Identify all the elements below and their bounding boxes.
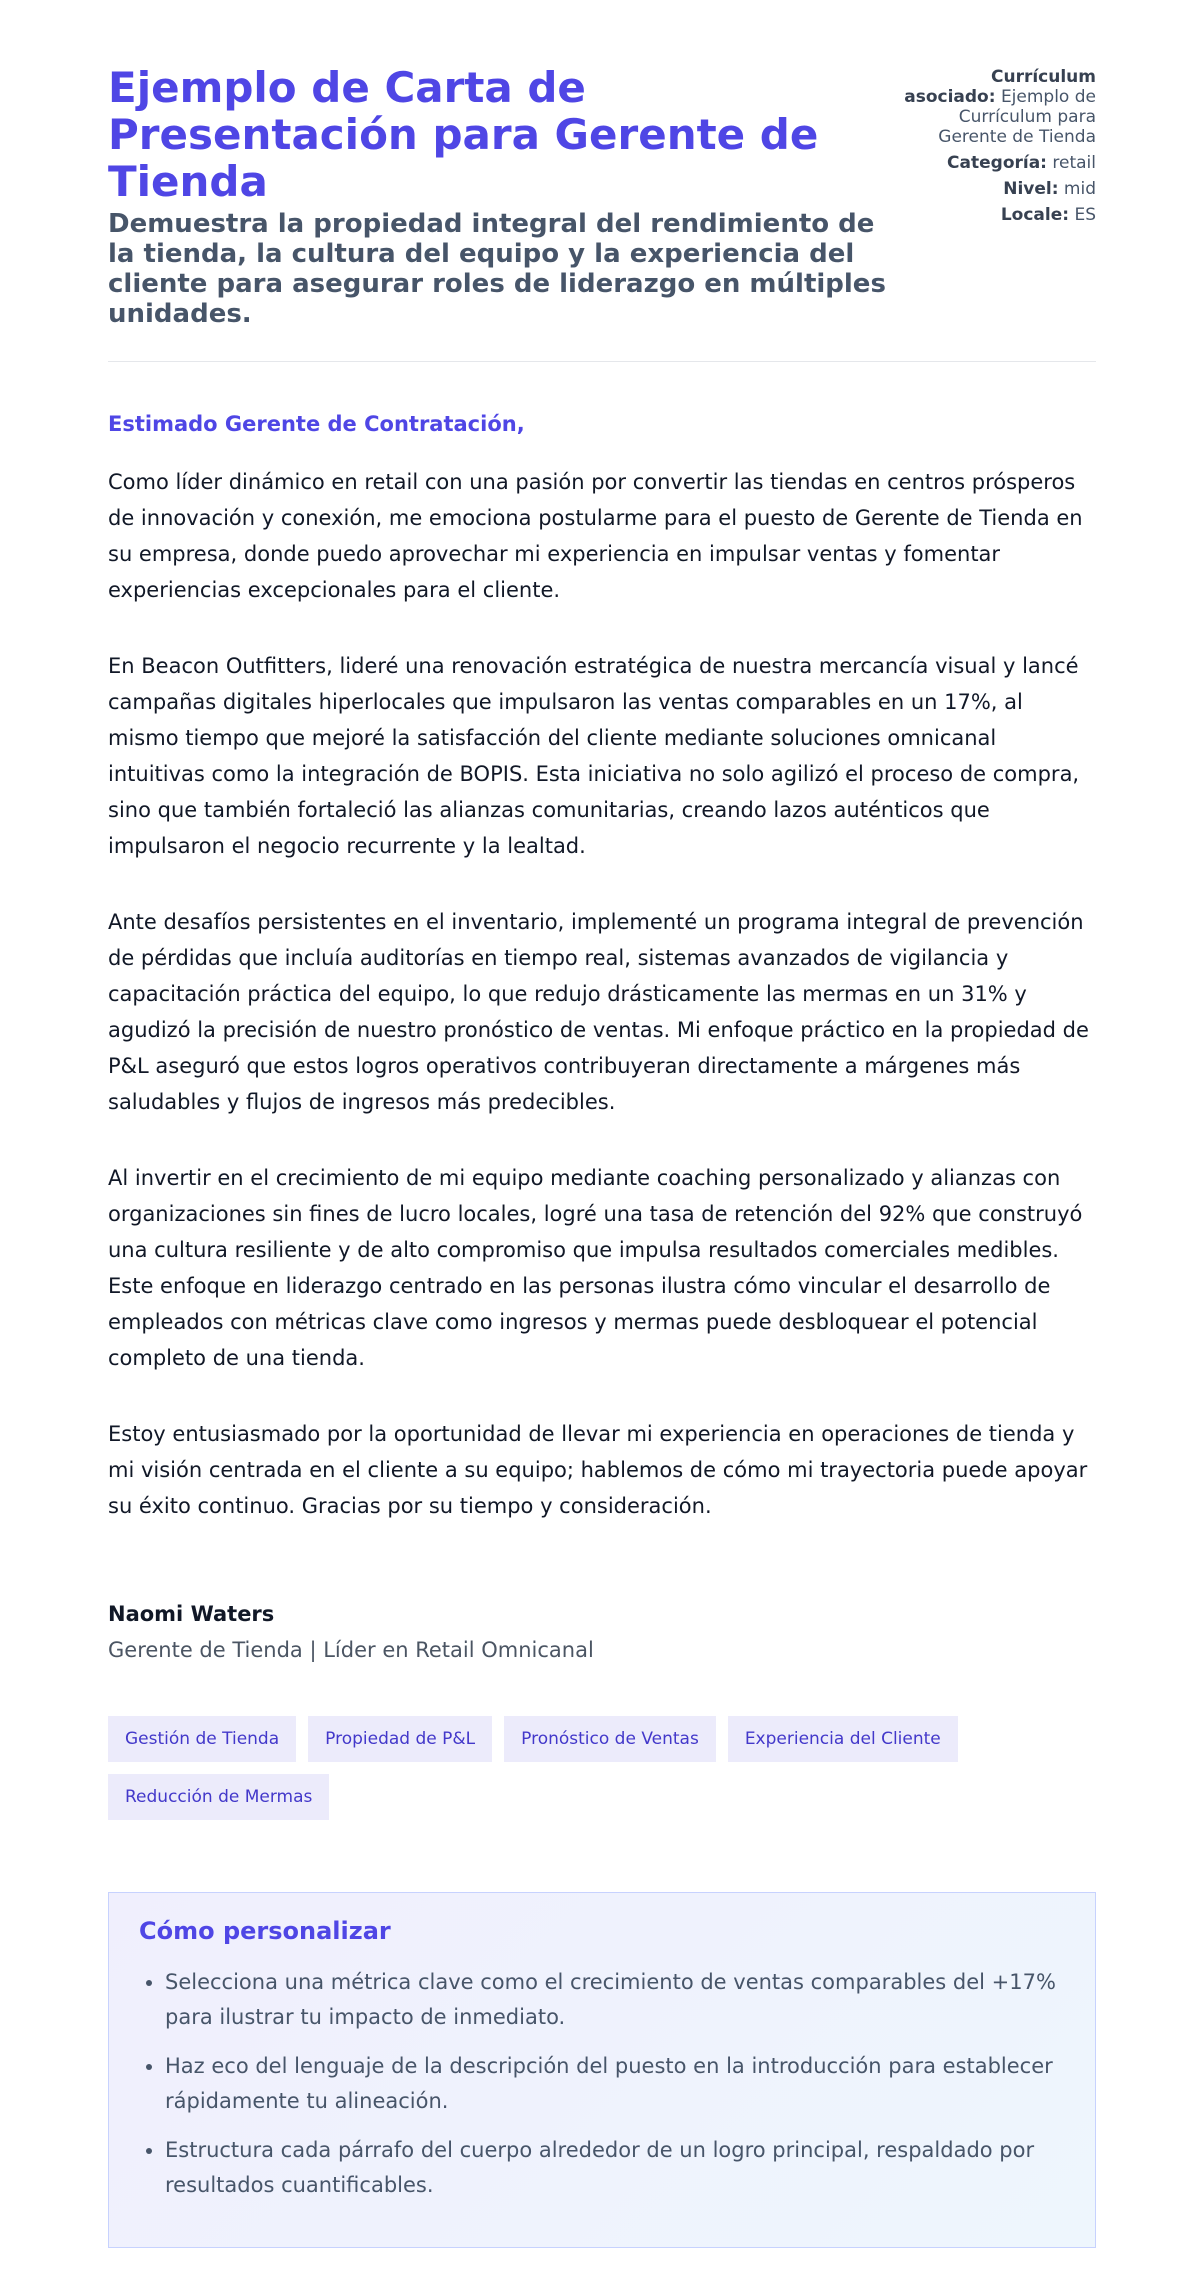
letter-paragraph: Estoy entusiasmado por la oportunidad de llevar mi experiencia en operaciones de tienda y mi visión centrada en el cliente a su equipo; hablemos de cómo mi trayectoria puede apoyar su éxito continuo. Gracias por su tiempo y consideración. [108,1422,1088,1518]
meta-level [896,179,1096,199]
page-title: Ejemplo de Carta de Presentación para Gerente de Tienda [108,63,819,206]
cover-letter-page [108,0,1096,2248]
tips-heading: Cómo personalizar [139,1917,391,1945]
tag: Reducción de Mermas [108,1774,329,1820]
salutation: Estimado Gerente de Contratación, [108,412,525,436]
meta-value: retail [1052,153,1096,173]
meta-label: Currículum asociado: [904,67,1096,107]
meta-label: Nivel: [1003,179,1059,199]
page-subtitle: Demuestra la propiedad integral del rendimiento de la tienda, la cultura del equipo y la experiencia del cliente para asegurar roles de liderazgo en múltiples unidades. [108,209,886,329]
meta-category [896,153,1096,173]
letter-paragraph: Ante desafíos persistentes en el inventario, implementé un programa integral de prevención de pérdidas que incluía auditorías en tiempo real, sistemas avanzados de vigilancia y capacitación práctica del equipo, lo que redujo drásticamente las mermas en un 31% y agudizó la precisión de nuestro pronóstico de ventas. Mi enfoque práctico en la propiedad de P&L aseguró que estos logros operativos contribuyeran directamente a márgenes más saludables y flujos de ingresos más predecibles. [108,910,1089,1114]
meta-label: Categoría: [947,153,1047,173]
meta-value: Ejemplo de Currículum para Gerente de Tienda [938,87,1096,147]
meta-value: ES [1074,205,1096,225]
letter-paragraph: Como líder dinámico en retail con una pasión por convertir las tiendas en centros prósperos de innovación y conexión, me emociona postularme para el puesto de Gerente de Tienda en su empresa, donde puedo aprovechar mi experiencia en impulsar ventas y fomentar experiencias excepcionales para el cliente. [108,470,1083,602]
letter-paragraph: En Beacon Outfitters, lideré una renovación estratégica de nuestra mercancía visual y lancé campañas digitales hiperlocales que impulsaron las ventas comparables en un 17%, al mismo tiempo que mejoré la satisfacción del cliente mediante soluciones omnicanal intuitivas como la integración de BOPIS. Esta iniciativa no solo agilizó el proceso de compra, sino que también fortaleció las alianzas comunitarias, creando lazos auténticos que impulsaron el negocio recurrente y la lealtad. [108,654,1080,858]
header [108,0,1096,362]
tag: Pronóstico de Ventas [504,1716,716,1762]
signature-name: Naomi Waters [108,1602,275,1626]
meta-panel [896,64,1096,329]
tag: Experiencia del Cliente [728,1716,958,1762]
tip-item: • Estructura cada párrafo del cuerpo alrededor de un logro principal, respaldado por resultados cuantificables. [165,2133,1065,2203]
meta-resume [896,67,1096,147]
customization-tips [108,1892,1096,2248]
meta-locale [896,205,1096,225]
title-block [108,64,888,329]
skill-tags [108,1716,1096,1820]
signature-title: Gerente de Tienda | Líder en Retail Omnicanal [108,1638,594,1662]
tag: Gestión de Tienda [108,1716,296,1762]
tag: Propiedad de P&L [308,1716,492,1762]
meta-label: Locale: [1000,205,1070,225]
tips-list [139,1965,1065,2203]
tip-item: • Selecciona una métrica clave como el crecimiento de ventas comparables del +17% para ilustrar tu impacto de inmediato. [165,1965,1065,2035]
meta-value: mid [1063,179,1096,199]
letter-paragraph: Al invertir en el crecimiento de mi equipo mediante coaching personalizado y alianzas con organizaciones sin fines de lucro locales, logré una tasa de retención del 92% que construyó una cultura resiliente y de alto compromiso que impulsa resultados comerciales medibles. Este enfoque en liderazgo centrado en las personas ilustra cómo vincular el desarrollo de empleados con métricas clave como ingresos y mermas puede desbloquear el potencial completo de una tienda. [108,1166,1083,1370]
tip-item: • Haz eco del lenguaje de la descripción del puesto en la introducción para establecer rápidamente tu alineación. [165,2049,1065,2119]
